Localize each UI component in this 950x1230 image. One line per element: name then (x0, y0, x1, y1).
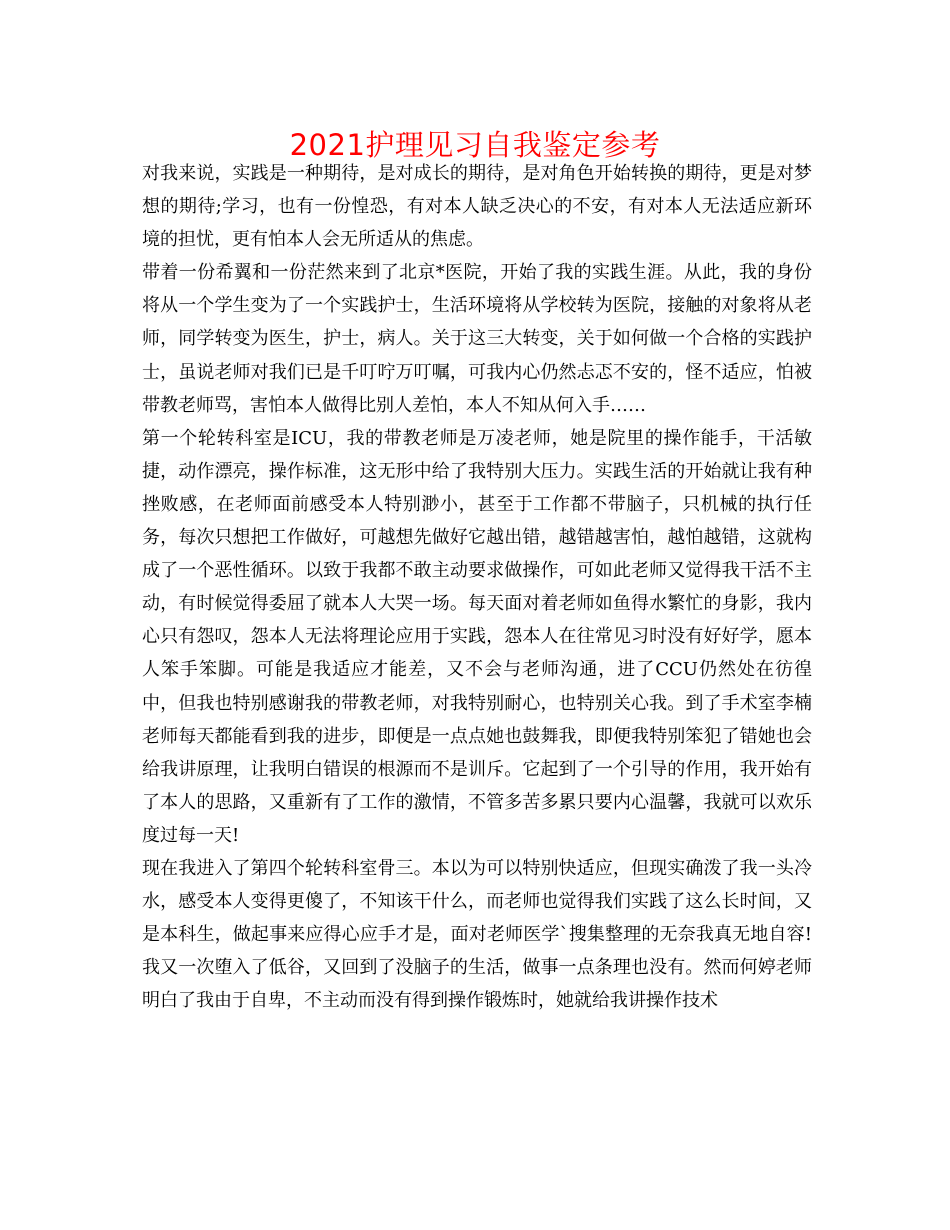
document-title: 2021护理见习自我鉴定参考 (289, 128, 661, 162)
paragraph-2: 带着一份希翼和一份茫然来到了北京*医院，开始了我的实践生涯。从此，我的身份将从一个学生变为了一个实践护士，生活环境将从学校转为医院，接触的对象将从老师，同学转变为医生，护士，病人。关于这三大转变，关于如何做一个合格的实践护士，虽说老师对我们已是千叮咛万叮嘱，可我内心仍然忐忑不安的，怪不适应，怕被带教老师骂，害怕本人做得比别人差怕，本人不知从何入手…… (142, 262, 812, 416)
paragraph-1: 对我来说，实践是一种期待，是对成长的期待，是对角色开始转换的期待，更是对梦想的期待;学习，也有一份惶恐，有对本人缺乏决心的不安，有对本人无法适应新环境的担忧，更有怕本人会无所适从的焦虑。 (142, 163, 812, 251)
paragraph-4: 现在我进入了第四个轮转科室骨三。本以为可以特别快适应，但现实确泼了我一头冷水，感受本人变得更傻了，不知该干什么，而老师也觉得我们实践了这么长时间，又是本科生，做起事来应得心应手才是，面对老师医学`搜集整理的无奈我真无地自容!我又一次堕入了低谷，又回到了没脑子的生活，做事一点条理也没有。然而何婷老师明白了我由于自卑，不主动而没有得到操作锻炼时，她就给我讲操作技术 (142, 857, 812, 1012)
paragraph-3: 第一个轮转科室是ICU，我的带教老师是万凌老师，她是院里的操作能手，干活敏捷，动作漂亮，操作标准，这无形中给了我特别大压力。实践生活的开始就让我有种挫败感，在老师面前感受本人特别渺小，甚至于工作都不带脑子，只机械的执行任务，每次只想把工作做好，可越想先做好它越出错，越错越害怕，越怕越错，这就构成了一个恶性循环。以致于我都不敢主动要求做操作，可如此老师又觉得我干活不主动，有时候觉得委屈了就本人大哭一场。每天面对着老师如鱼得水繁忙的身影，我内心只有怨叹，怨本人无法将理论应用于实践，怨本人在往常见习时没有好好学，愿本人笨手笨脚。可能是我适应才能差，又不会与老师沟通，进了CCU仍然处在彷徨中，但我也特别感谢我的带教老师，对我特别耐心，也特别关心我。到了手术室李楠老师每天都能看到我的进步，即便是一点点她也鼓舞我，即便我特别笨犯了错她也会给我讲原理，让我明白错误的根源而不是训斥。它起到了一个引导的作用，我开始有了本人的思路，又重新有了工作的激情，不管多苦多累只要内心温馨，我就可以欢乐度过每一天! (142, 427, 812, 846)
document-body (142, 157, 812, 1017)
